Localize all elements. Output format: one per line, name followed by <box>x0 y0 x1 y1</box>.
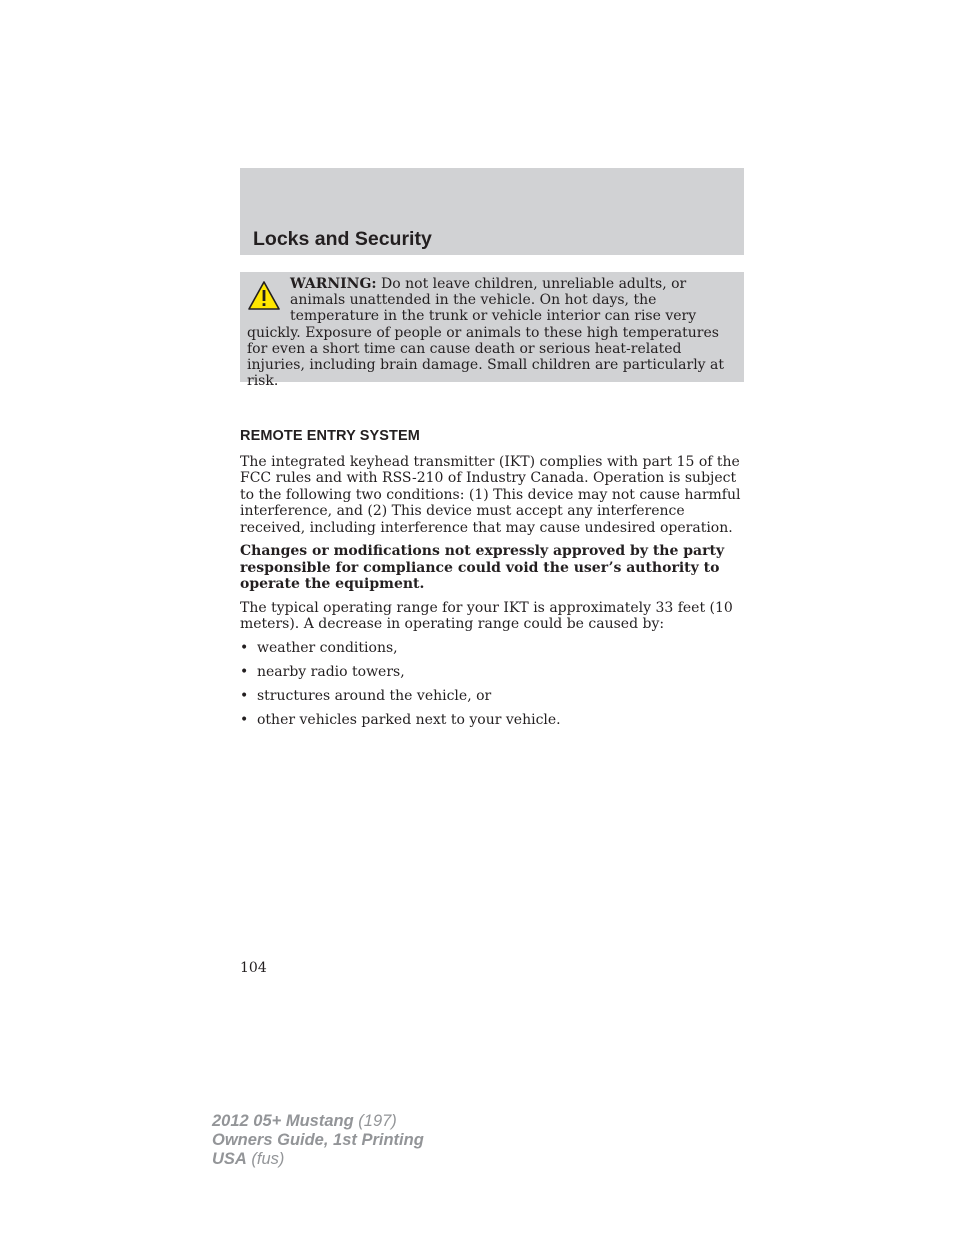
footer-market-code: (fus) <box>246 1150 285 1168</box>
list-item-text: weather conditions, <box>257 639 398 656</box>
section-title: Locks and Security <box>253 228 432 250</box>
list-item-text: nearby radio towers, <box>257 663 405 680</box>
operating-range-paragraph: The typical operating range for your IKT is approximately 33 feet (10 meters). A decrease in operating range could be caused by: <box>240 599 733 632</box>
list-item-text: structures around the vehicle, or <box>257 687 492 704</box>
main-content <box>240 428 746 736</box>
list-item <box>240 712 746 729</box>
footer-guide: Owners Guide, 1st Printing <box>212 1131 424 1149</box>
footer-model: 2012 05+ Mustang <box>212 1112 354 1130</box>
fcc-compliance-paragraph: The integrated keyhead transmitter (IKT) complies with part 15 of the FCC rules and with RSS-210 of Industry Canada. Operation is subject to the following two conditions: (1) This device may not cause harmful interference, and (2) This device must accept any interference received, including interference that may cause undesired operation. <box>240 453 741 536</box>
bullet-icon: • <box>240 687 249 704</box>
page-number: 104 <box>240 960 267 976</box>
footer-line-market <box>212 1150 424 1169</box>
footer-market: USA <box>212 1150 247 1168</box>
list-item <box>240 664 746 681</box>
warning-label: WARNING: <box>290 276 377 292</box>
section-header-band <box>240 168 744 255</box>
range-factors-list <box>240 640 746 729</box>
footer-line-model <box>212 1112 424 1131</box>
bullet-icon: • <box>240 711 249 728</box>
warning-text: Do not leave children, unreliable adults, or animals unattended in the vehicle. On hot days, the temperature in the trunk or vehicle interior can rise very quickly. Exposure of people or animals to these high temperatures for even a short time can cause death or serious heat-related injuries, including brain damage. Small children are particularly at risk. <box>247 276 725 390</box>
footer-printing-info <box>212 1112 424 1169</box>
warning-triangle-icon <box>247 279 281 313</box>
bullet-icon: • <box>240 639 249 656</box>
warning-box <box>240 272 744 390</box>
bullet-icon: • <box>240 663 249 680</box>
list-item <box>240 688 746 705</box>
list-item <box>240 640 746 657</box>
list-item-text: other vehicles parked next to your vehicle. <box>257 711 561 728</box>
footer-line-guide <box>212 1131 424 1150</box>
footer-model-code: (197) <box>353 1112 397 1130</box>
section-heading: REMOTE ENTRY SYSTEM <box>240 428 420 444</box>
modifications-warning-paragraph: Changes or modifications not expressly approved by the party responsible for compliance could void the user’s authority to operate the equipment. <box>240 543 725 592</box>
